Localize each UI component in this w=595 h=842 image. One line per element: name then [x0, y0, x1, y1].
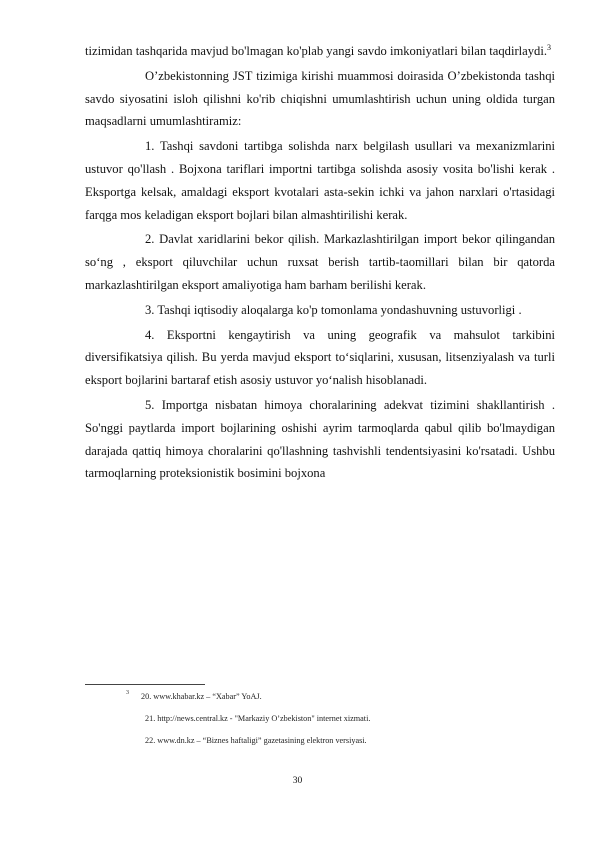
paragraph-item-1: 1. Tashqi savdoni tartibga solishda narx belgilash usullari va mexanizmlarini ustuvor qo'llash . Bojxona tariflari importni tartibga solishda asosiy vosita bo'lishi kerak . Eksportga kelsak, amaldagi eksport kvotalari asta-sekin ichki va jahon narxlari o'rtasidagi farqga mos keladigan eksport bojlari bilan almashtirilishi kerak. — [85, 139, 555, 222]
paragraph-item-2: 2. Davlat xaridlarini bekor qilish. Markazlashtirilgan import bekor qilingandan so‘ng , eksport qiluvchilar uchun ruxsat berish tartib-taomillari bilan bir qatorda markazlashtirilgan eksport amaliyotiga ham barham berilishi kerak. — [85, 232, 555, 292]
page-number: 30 — [292, 776, 303, 786]
paragraph-item-3: 3. Tashqi iqtisodiy aloqalarga ko'p tomonlama yondashuvning ustuvorligi . — [145, 302, 522, 317]
paragraph-item-4: 4. Eksportni kengaytirish va uning geografik va mahsulot tarkibini diversifikatsiya qilish. Bu yerda mavjud eksport to‘siqlarini, xususan, litsenziyalash va turli eksport bojlarini bartaraf etish asosiy ustuvor yo‘nalish hisoblanadi. — [85, 327, 555, 388]
footnote-line-1 — [85, 686, 555, 708]
footnote-separator — [85, 684, 205, 685]
footnote-text-1: 20. www.khabar.kz – “Xabar” YoAJ. — [141, 692, 262, 701]
footnotes — [85, 686, 555, 752]
paragraph-continuation — [85, 40, 555, 63]
footnote-line-2: 21. http://news.central.kz - "Markaziy O’zbekiston" internet xizmati. — [145, 714, 371, 723]
paragraph-intro: O’zbekistonning JST tizimiga kirishi muammosi doirasida O’zbekistonda tashqi savdo siyosatini isloh qilishni ko'rib chiqishni umumlashtirish uchun uning oldida turgan maqsadlarni umumlashtiramiz: — [85, 68, 555, 129]
paragraph-item-5: 5. Importga nisbatan himoya choralarining adekvat tizimini shakllantirish . So'nggi paytlarda import bojlarining oshishi ayrim tarmoqlarda qabul qilib bo'lmaydigan darajada qattiq himoya choralarini qo'llashning tashvishli tendentsiyasini ko'rsatadi. Ushbu tarmoqlarning proteksionistik bosimini bojxona — [85, 397, 555, 481]
footnote-line-3: 22. www.dn.kz – “Biznes haftaligi” gazetasining elektron versiyasi. — [145, 736, 367, 745]
paragraph-text: tizimidan tashqarida mavjud bo'lmagan ko'plab yangi savdo imkoniyatlari bilan taqdirlaydi. — [85, 44, 548, 58]
document-body — [85, 40, 555, 485]
footnote-marker: 3 — [126, 690, 129, 696]
footnote-reference: 3 — [547, 42, 552, 52]
